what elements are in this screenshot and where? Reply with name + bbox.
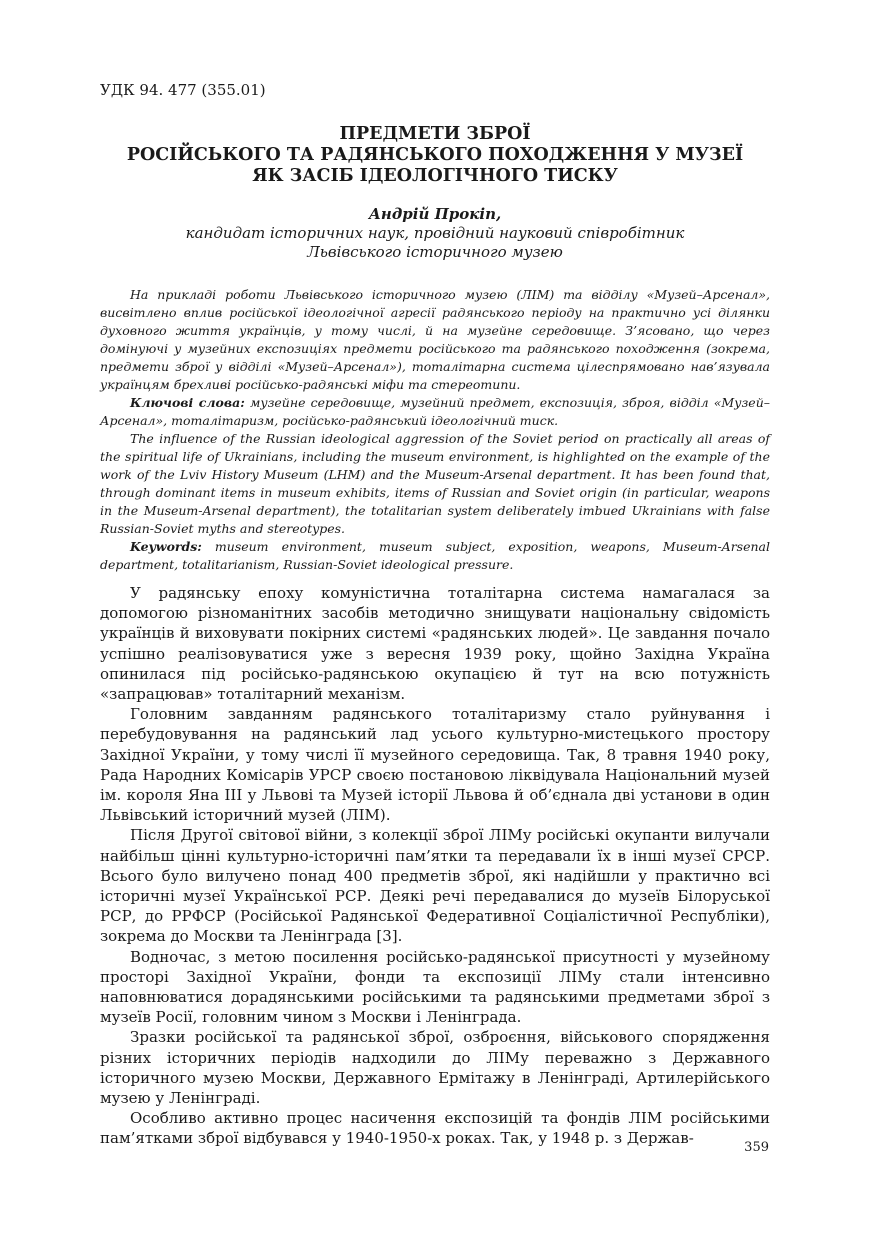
title-line-3: ЯК ЗАСІБ ІДЕОЛОГІЧНОГО ТИСКУ — [252, 166, 618, 186]
keywords-ukrainian — [100, 394, 770, 430]
body-paragraph-5: Зразки російської та радянської зброї, озброєння, військового спорядження різних історичних періодів надходили до ЛІМу переважно з Державного історичного музею Москви, Державного Ермітажу в Ленінграді, Артилерійського музею у Ленінграді. — [100, 1028, 770, 1108]
article-title — [100, 124, 770, 187]
keywords-english-list: museum environment, museum subject, exposition, weapons, Museum-Arsenal department, totalitarianism, Russian-Soviet ideological pressure. — [100, 539, 770, 572]
body-paragraph-1: У радянську епоху комуністична тоталітарна система намагалася за допомогою різноманітних засобів методично знищувати національну свідомість українців й виховувати покірних системі «радянських людей». Це завдання почало успішно реалізовуватися уже з вересня 1939 року, щойно Західна Україна опинилася під російсько-радянською окупацією й тут на всю потужність «запрацював» тоталітарний механізм. — [100, 584, 770, 704]
author-affiliation: Львівського історичного музею — [307, 243, 563, 261]
page-number: 359 — [744, 1140, 769, 1155]
author-position: кандидат історичних наук, провідний науковий співробітник — [185, 224, 685, 242]
article-body — [100, 583, 770, 1149]
keywords-english-label: Keywords: — [130, 539, 202, 554]
body-paragraph-2: Головним завданням радянського тоталітаризму стало руйнування і перебудовування на радянський лад усього культурно-мистецького простору Західної України, у тому числі її музейного середовища. Так, 8 травня 1940 року, Рада Народних Комісарів УРСР своєю постановою ліквідувала Національний музей ім. короля Яна ІІІ у Львові та Музей історії Львова й об’єднала дві установи в один Львівський історичний музей (ЛІМ). — [100, 705, 770, 825]
title-line-2: РОСІЙСЬКОГО ТА РАДЯНСЬКОГО ПОХОДЖЕННЯ У МУЗЕЇ — [126, 145, 744, 165]
abstract-english: The influence of the Russian ideological aggression of the Soviet period on practically all areas of the spiritual life of Ukrainians, including the museum environment, is highlighted on the example of the work of the Lviv History Museum (LHM) and the Museum-Arsenal department. It has been found that, through dominant items in museum exhibits, items of Russian and Soviet origin (in particular, weapons in the Museum-Arsenal department), the totalitarian system deliberately imbued Ukrainians with false Russian-Soviet myths and stereotypes. — [100, 431, 770, 536]
body-paragraph-4: Водночас, з метою посилення російсько-радянської присутності у музейному просторі Західної України, фонди та експозиції ЛІМу стали інтенсивно наповнюватися дорадянськими російськими та радянськими предметами зброї з музеїв Росії, головним чином з Москви і Ленінграда. — [100, 947, 770, 1027]
abstract-block — [100, 286, 770, 574]
keywords-ukrainian-list: музейне середовище, музейний предмет, експозиція, зброя, відділ «Музей–Арсенал», тоталітаризм, російсько-радянський ідеологічний тиск. — [100, 395, 770, 428]
keywords-ukrainian-label: Ключові слова: — [130, 395, 245, 410]
title-line-1: ПРЕДМЕТИ ЗБРОЇ — [339, 124, 531, 144]
author-block — [100, 205, 770, 262]
keywords-english — [100, 538, 770, 574]
author-name: Андрій Прокіп, — [368, 205, 502, 223]
body-paragraph-3: Після Другої світової війни, з колекції зброї ЛІМу російські окупанти вилучали найбільш цінні культурно-історичні пам’ятки та передавали їх в інші музеї СРСР. Всього було вилучено понад 400 предметів зброї, які надійшли у практично всі історичні музеї Української РСР. Деякі речі передавалися до музеїв Білоруської РСР, до РРФСР (Російської Радянської Федеративної Соціалістичної Республіки), зокрема до Москви та Ленінграда [3]. — [100, 826, 770, 946]
udc-code: УДК 94. 477 (355.01) — [100, 81, 266, 99]
abstract-ukrainian: На прикладі роботи Львівського історичного музею (ЛІМ) та відділу «Музей–Арсенал», висвітлено вплив російської ідеологічної агресії радянського періоду на практично усі ділянки духовного життя українців, у тому числі, й на музейне середовище. З’ясовано, що через домінуючі у музейних експозиціях предмети російського та радянського походження (зокрема, предмети зброї у відділі «Музей–Арсенал»), тоталітарна система цілеспрямовано нав’язувала українцям брехливі російсько-радянські міфи та стереотипи. — [100, 287, 770, 392]
body-paragraph-6: Особливо активно процес насичення експозицій та фондів ЛІМ російськими пам’ятками зброї відбувався у 1940-1950-х роках. Так, у 1948 р. з Держав- — [100, 1109, 770, 1148]
